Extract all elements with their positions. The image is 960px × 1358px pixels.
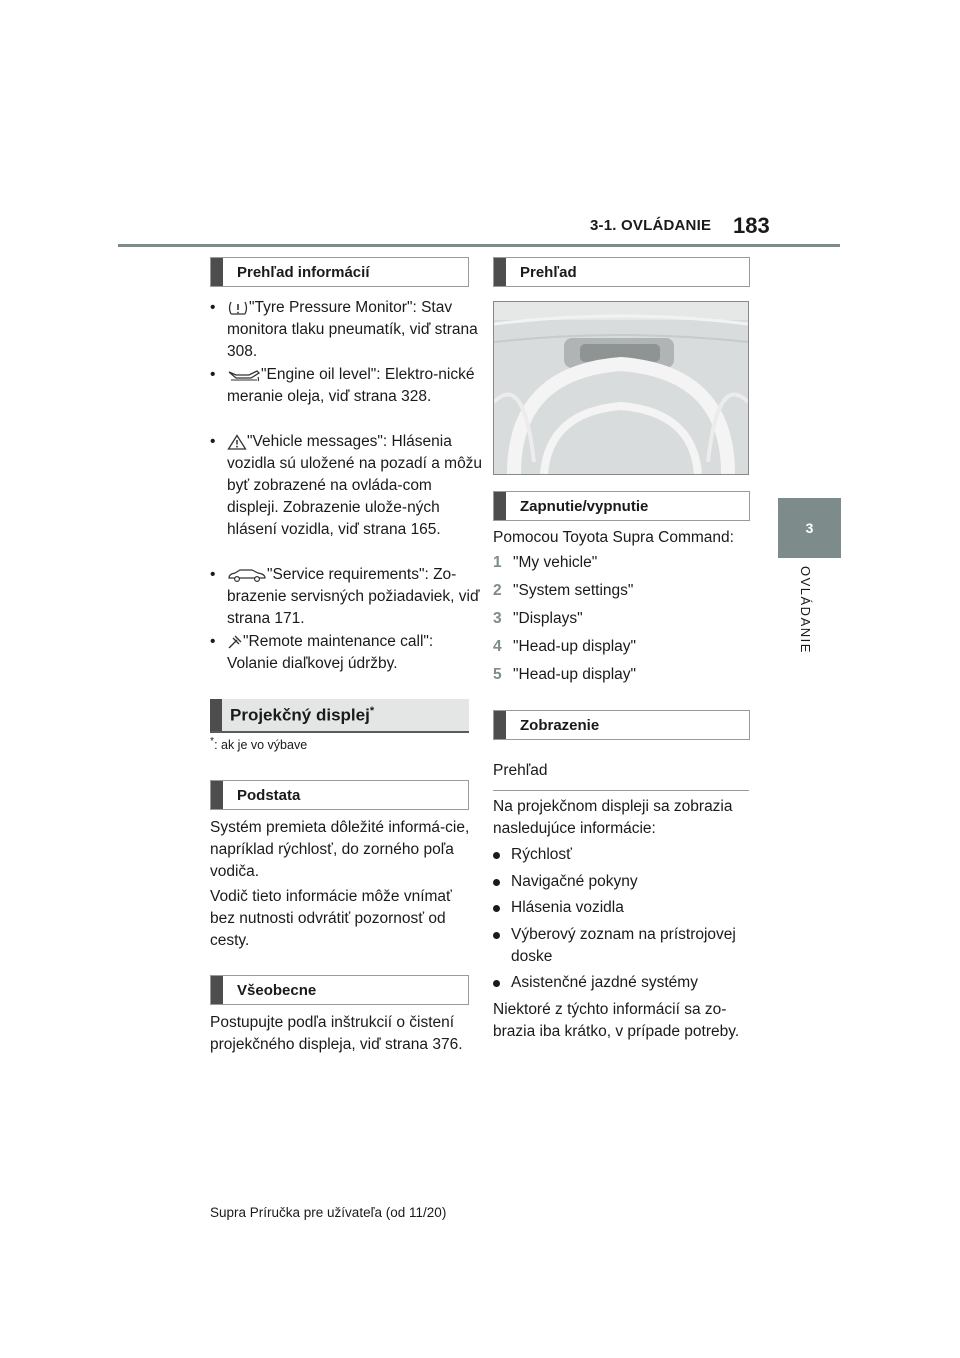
section-heading-zobrazenie: Zobrazenie (493, 710, 750, 740)
paragraph-vseobecne: Postupujte podľa inštrukcií o čistení projekčného displeja, viď strana 376. (210, 1014, 463, 1053)
paragraph-zobrazenie: Na projekčnom displeji sa zobrazia nasledujúce informácie: (493, 798, 733, 837)
step-item: 4 "Head-up display" (493, 638, 637, 655)
section-heading-prehlad-informacii: Prehľad informácií (210, 257, 469, 287)
list-item: Asistenčné jazdné systémy (493, 972, 755, 994)
list-item: Rýchlosť (493, 844, 755, 866)
step-item: 3 "Displays" (493, 610, 583, 627)
step-item: 2 "System settings" (493, 582, 634, 599)
paragraph-podstata-1: Systém premieta dôležité informá-cie, napríklad rýchlosť, do zorného poľa vodiča. (210, 819, 470, 880)
tyre-pressure-icon (227, 300, 249, 316)
list-item: • "Service requirements": Zo-brazenie servisných požiadaviek, viď strana 171. (210, 566, 480, 627)
chapter-side-label: OVLÁDANIE (798, 566, 813, 654)
paragraph-podstata-2: Vodič tieto informácie môže vnímať bez nutnosti odvrátiť pozornosť od cesty. (210, 888, 452, 949)
list-item: Hlásenia vozidla (493, 897, 755, 919)
header-divider (118, 244, 840, 247)
subheading-prehlad: Prehľad (493, 762, 749, 791)
section-heading-zapnutie-vypnutie: Zapnutie/vypnutie (493, 491, 750, 521)
step-item: 5 "Head-up display" (493, 666, 637, 683)
section-heading-prehlad: Prehľad (493, 257, 750, 287)
head-up-display-illustration (493, 301, 749, 475)
section-heading-vseobecne: Všeobecne (210, 975, 469, 1005)
list-item: Výberový zoznam na prístrojovej doske (493, 924, 755, 968)
list-item: • "Vehicle messages": Hlásenia vozidla sú uložené na pozadí a môžu byť zobrazené na ovláda-com displeji. Zobrazenie ulože-ných hlásení vozidla, viď strana 165. (210, 433, 483, 538)
step-item: 1 "My vehicle" (493, 554, 598, 571)
service-car-icon (227, 568, 267, 582)
section-heading-projekcny-displej: Projekčný displej* (210, 699, 469, 733)
bullet-dot (493, 852, 500, 859)
paragraph-end: Niektoré z týchto informácií sa zo-brazia iba krátko, v prípade potreby. (493, 1001, 740, 1040)
list-item: • "Engine oil level": Elektro-nické meranie oleja, viď strana 328. (210, 366, 475, 405)
bullet-dot (493, 879, 500, 886)
bullet-dot (493, 905, 500, 912)
footer-text: Supra Príručka pre užívateľa (od 11/20) (210, 1205, 447, 1220)
list-item: • "Tyre Pressure Monitor": Stav monitora tlaku pneumatík, viď strana 308. (210, 299, 478, 360)
chapter-section-title: 3-1. OVLÁDANIE (590, 217, 712, 234)
list-item: Navigačné pokyny (493, 871, 755, 893)
bullet-dot (493, 980, 500, 987)
page-number: 183 (733, 213, 770, 238)
paragraph-intro: Pomocou Toyota Supra Command: (493, 529, 734, 546)
list-item: • "Remote maintenance call": Volanie diaľkovej údržby. (210, 633, 434, 672)
oil-level-icon (227, 368, 261, 382)
dashboard-illustration-svg (494, 302, 748, 474)
footnote: *: ak je vo výbave (210, 736, 308, 753)
warning-triangle-icon (227, 434, 247, 450)
chapter-tab: 3 (778, 498, 841, 558)
bullet-dot (493, 932, 500, 939)
section-heading-podstata: Podstata (210, 780, 469, 810)
remote-call-icon (227, 634, 243, 650)
